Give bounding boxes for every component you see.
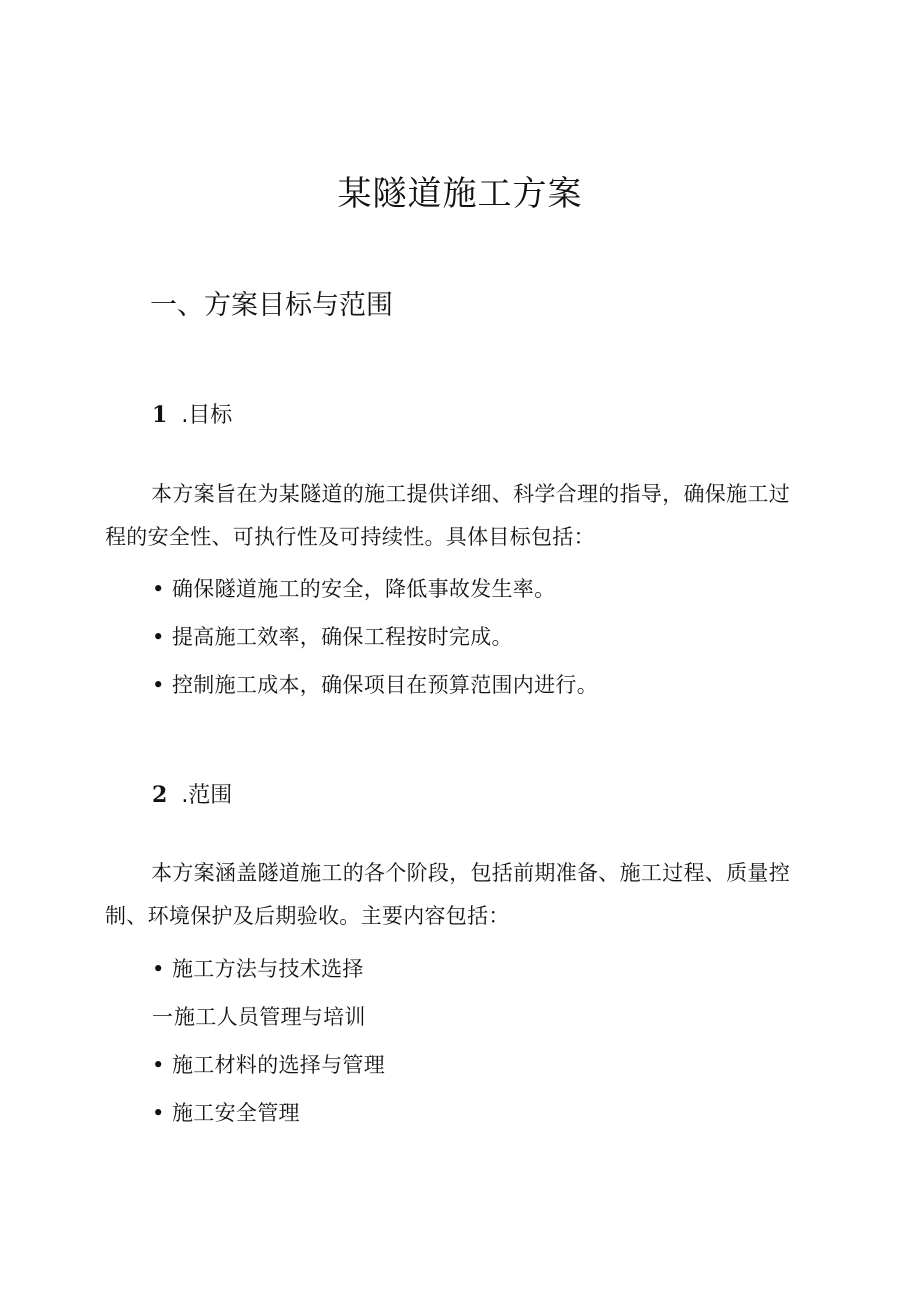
list-item-text: 提高施工效率，确保工程按时完成。 (172, 625, 513, 649)
list-item (152, 622, 513, 652)
subheading-number: 2 (152, 782, 168, 808)
subheading-scope (152, 780, 232, 811)
subheading-text: .范围 (181, 783, 233, 808)
bullet-marker: • (152, 957, 165, 981)
list-item-text: 施工安全管理 (172, 1101, 300, 1125)
list-item (152, 574, 555, 604)
document-title: 某隧道施工方案 (337, 174, 583, 214)
dash-marker: 一 (152, 1005, 174, 1029)
list-item (152, 1050, 385, 1080)
list-item-text: 施工人员管理与培训 (174, 1005, 366, 1029)
list-item-text: 施工方法与技术选择 (172, 957, 364, 981)
list-item-text: 控制施工成本，确保项目在预算范围内进行。 (172, 673, 598, 697)
list-item (152, 1002, 366, 1032)
bullet-marker: • (152, 1053, 165, 1077)
list-item (152, 954, 364, 984)
list-item (152, 1098, 300, 1128)
list-item (152, 670, 598, 700)
list-item-text: 施工材料的选择与管理 (172, 1053, 385, 1077)
subheading-text: .目标 (181, 403, 233, 428)
subheading-number: 1 (152, 402, 168, 428)
bullet-marker: • (152, 577, 165, 601)
bullet-marker: • (152, 625, 165, 649)
scope-paragraph: 本方案涵盖隧道施工的各个阶段，包括前期准备、施工过程、质量控制、环境保护及后期验收。主要内容包括： (105, 861, 790, 928)
section-heading-goals-scope: 一、方案目标与范围 (150, 290, 393, 321)
bullet-marker: • (152, 1101, 165, 1125)
goal-paragraph: 本方案旨在为某隧道的施工提供详细、科学合理的指导，确保施工过程的安全性、可执行性及可持续性。具体目标包括： (105, 482, 790, 549)
list-item-text: 确保隧道施工的安全，降低事故发生率。 (172, 577, 556, 601)
subheading-goal (152, 400, 232, 431)
bullet-marker: • (152, 673, 165, 697)
